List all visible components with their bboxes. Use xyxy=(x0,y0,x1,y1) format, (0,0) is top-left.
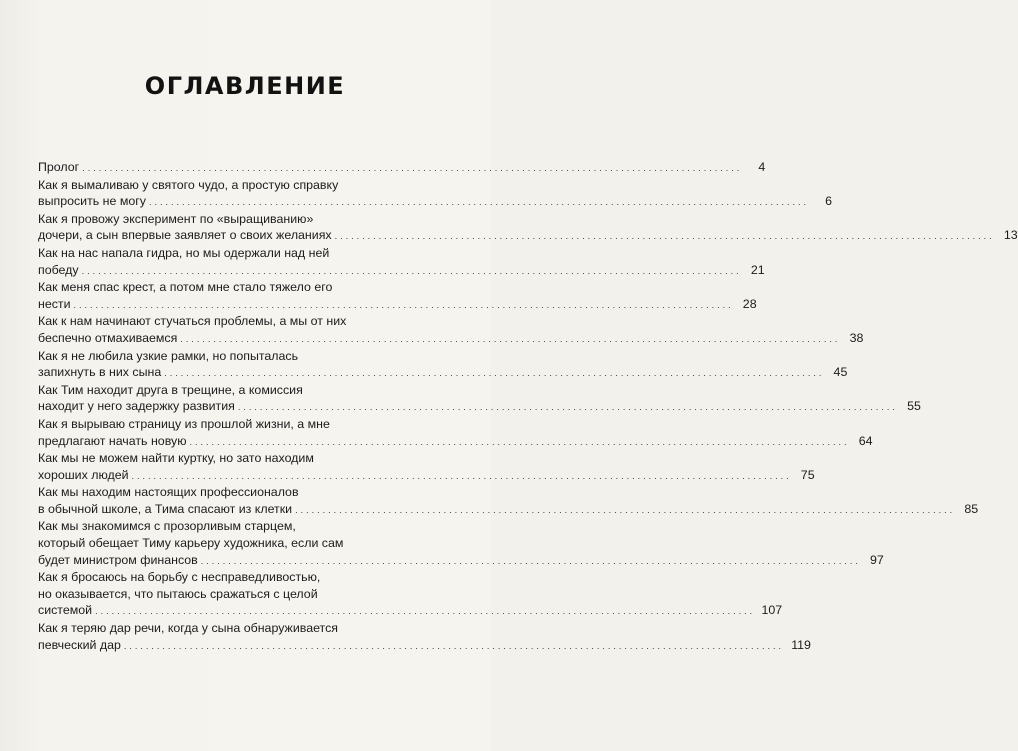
toc-entry-text: Как я вымаливаю у святого чудо, а простую справку xyxy=(38,177,339,192)
toc-entry-text: Как я теряю дар речи, когда у сына обнаруживается xyxy=(38,621,338,636)
toc-entry-text: выпросить не могу xyxy=(38,194,146,209)
toc-entry-text: Пролог xyxy=(38,160,80,174)
toc-page-number: 38 xyxy=(849,330,864,345)
toc-page-number: 6 xyxy=(825,194,833,209)
toc-entry[interactable] xyxy=(38,348,848,382)
toc-entry-text: Как к нам начинают стучаться проблемы, а мы от них xyxy=(38,314,347,329)
toc-page-number: 75 xyxy=(800,467,815,482)
toc-entry-text: Как мы не можем найти куртку, но зато находим xyxy=(38,451,314,466)
dot-leader: ........................................................................................................................ xyxy=(200,555,861,566)
dot-leader: ........................................................................................................................ xyxy=(237,402,898,413)
toc-entry[interactable] xyxy=(38,313,864,347)
toc-entry[interactable] xyxy=(38,159,766,177)
dot-leader: ........................................................................................................................ xyxy=(82,163,743,173)
toc-entry-line xyxy=(38,313,431,330)
toc-entry-text: Как на нас напала гидра, но мы одержали над ней xyxy=(38,245,330,260)
page-title: ОГЛАВЛЕНИЕ xyxy=(144,72,346,100)
dot-leader: ........................................................................................................................ xyxy=(295,504,956,515)
toc-entry-last-line xyxy=(38,330,864,348)
toc-entry-text: Как я бросаюсь на борьбу с несправедливостью, xyxy=(38,570,321,585)
dot-leader: ........................................................................................................................ xyxy=(81,265,742,276)
toc-entry-text: будет министром финансов xyxy=(38,552,198,567)
dot-leader: ........................................................................................................................ xyxy=(73,299,734,310)
toc-page-number: 21 xyxy=(750,262,765,277)
toc-entry-line xyxy=(38,279,431,296)
toc-page-number: 45 xyxy=(833,365,848,380)
toc-entry-line xyxy=(38,348,431,365)
toc-entry-line xyxy=(38,535,431,552)
toc-entry[interactable] xyxy=(38,518,884,569)
toc-entry-text: хороших людей xyxy=(38,467,129,482)
toc-page-number: 107 xyxy=(761,603,783,618)
dot-leader: ........................................................................................................................ xyxy=(148,197,810,208)
toc-page-number: 64 xyxy=(858,433,873,448)
toc-entry-line xyxy=(38,586,431,603)
toc-entry-line xyxy=(38,518,431,535)
toc-page-number: 4 xyxy=(758,160,766,174)
toc-entry[interactable] xyxy=(38,245,765,279)
toc-entry-text: нести xyxy=(38,296,71,311)
toc-entry-line xyxy=(38,245,431,262)
toc-entry-text: дочери, а сын впервые заявляет о своих желаниях xyxy=(38,228,332,243)
dot-leader: ........................................................................................................................ xyxy=(334,231,995,242)
toc-entry[interactable] xyxy=(38,450,815,484)
toc-entry-text: Как мы знакомимся с прозорливым старцем, xyxy=(38,519,296,534)
toc-entry-text: Как я не любила узкие рамки, но попыталась xyxy=(38,348,299,363)
toc-entry[interactable] xyxy=(38,279,757,313)
toc-entry[interactable] xyxy=(38,569,783,620)
toc-entry[interactable] xyxy=(38,382,921,416)
toc-entry-last-line xyxy=(38,398,921,416)
toc-entry-text: беспечно отмахиваемся xyxy=(38,330,178,345)
toc-entry-line xyxy=(38,450,431,467)
toc-entry-line xyxy=(38,177,431,194)
toc-entry-text: Как я вырываю страницу из прошлой жизни, а мне xyxy=(38,416,330,431)
toc-entry[interactable] xyxy=(38,211,1018,245)
toc-page-number: 119 xyxy=(791,637,811,652)
dot-leader: ........................................................................................................................ xyxy=(164,368,825,379)
dot-leader: ........................................................................................................................ xyxy=(180,333,841,344)
toc-entry-last-line xyxy=(38,227,1018,245)
toc-entry-text: системой xyxy=(38,603,93,618)
toc-entry-last-line xyxy=(38,193,833,211)
toc-entry-line xyxy=(38,416,431,433)
toc-entry-last-line xyxy=(38,262,765,280)
toc-entry-text: но оказывается, что пытаюсь сражаться с целой xyxy=(38,586,318,601)
toc-entry-text: в обычной школе, а Тима спасают из клетки xyxy=(38,501,293,516)
toc-entry-last-line xyxy=(38,467,815,485)
toc-entry-text: который обещает Тиму карьеру художника, если сам xyxy=(38,536,344,551)
toc-entry-text: Как Тим находит друга в трещине, а комиссия xyxy=(38,382,303,397)
toc-entry[interactable] xyxy=(38,177,833,211)
toc-entry-text: запихнуть в них сына xyxy=(38,365,162,380)
toc-entry-line xyxy=(38,569,431,586)
toc-entry-text: Как меня спас крест, а потом мне стало тяжело его xyxy=(38,280,333,295)
toc-entry-text: победу xyxy=(38,262,79,277)
dot-leader: ........................................................................................................................ xyxy=(189,436,850,447)
toc-entry[interactable] xyxy=(38,484,979,518)
table-of-contents xyxy=(38,159,1018,654)
toc-entry-text: Как мы находим настоящих профессионалов xyxy=(38,485,299,500)
toc-entry-last-line xyxy=(38,364,848,382)
toc-entry-line xyxy=(38,211,431,228)
toc-page-number: 13 xyxy=(1003,228,1018,243)
toc-page-number: 85 xyxy=(964,501,979,516)
toc-entry[interactable] xyxy=(38,620,811,654)
toc-entry-last-line xyxy=(38,433,873,451)
toc-entry-last-line xyxy=(38,159,766,177)
toc-page-number: 55 xyxy=(907,399,921,414)
dot-leader: ........................................................................................................................ xyxy=(95,606,756,617)
toc-entry-text: находит у него задержку развития xyxy=(38,399,235,414)
toc-page-number: 97 xyxy=(870,552,884,567)
toc-entry-last-line xyxy=(38,552,884,570)
toc-entry-line xyxy=(38,484,431,501)
toc-entry-last-line xyxy=(38,296,757,314)
toc-entry-last-line xyxy=(38,637,811,655)
dot-leader: ........................................................................................................................ xyxy=(123,640,784,651)
toc-entry-line xyxy=(38,382,431,399)
toc-entry[interactable] xyxy=(38,416,873,450)
toc-entry-last-line xyxy=(38,602,783,620)
toc-entry-line xyxy=(38,620,431,637)
toc-entry-text: предлагают начать новую xyxy=(38,433,187,448)
toc-entry-text: певческий дар xyxy=(38,637,121,652)
toc-entry-text: Как я провожу эксперимент по «выращиванию» xyxy=(38,211,314,226)
dot-leader: ........................................................................................................................ xyxy=(131,470,792,481)
toc-page-number: 28 xyxy=(742,296,757,311)
toc-entry-last-line xyxy=(38,501,979,519)
